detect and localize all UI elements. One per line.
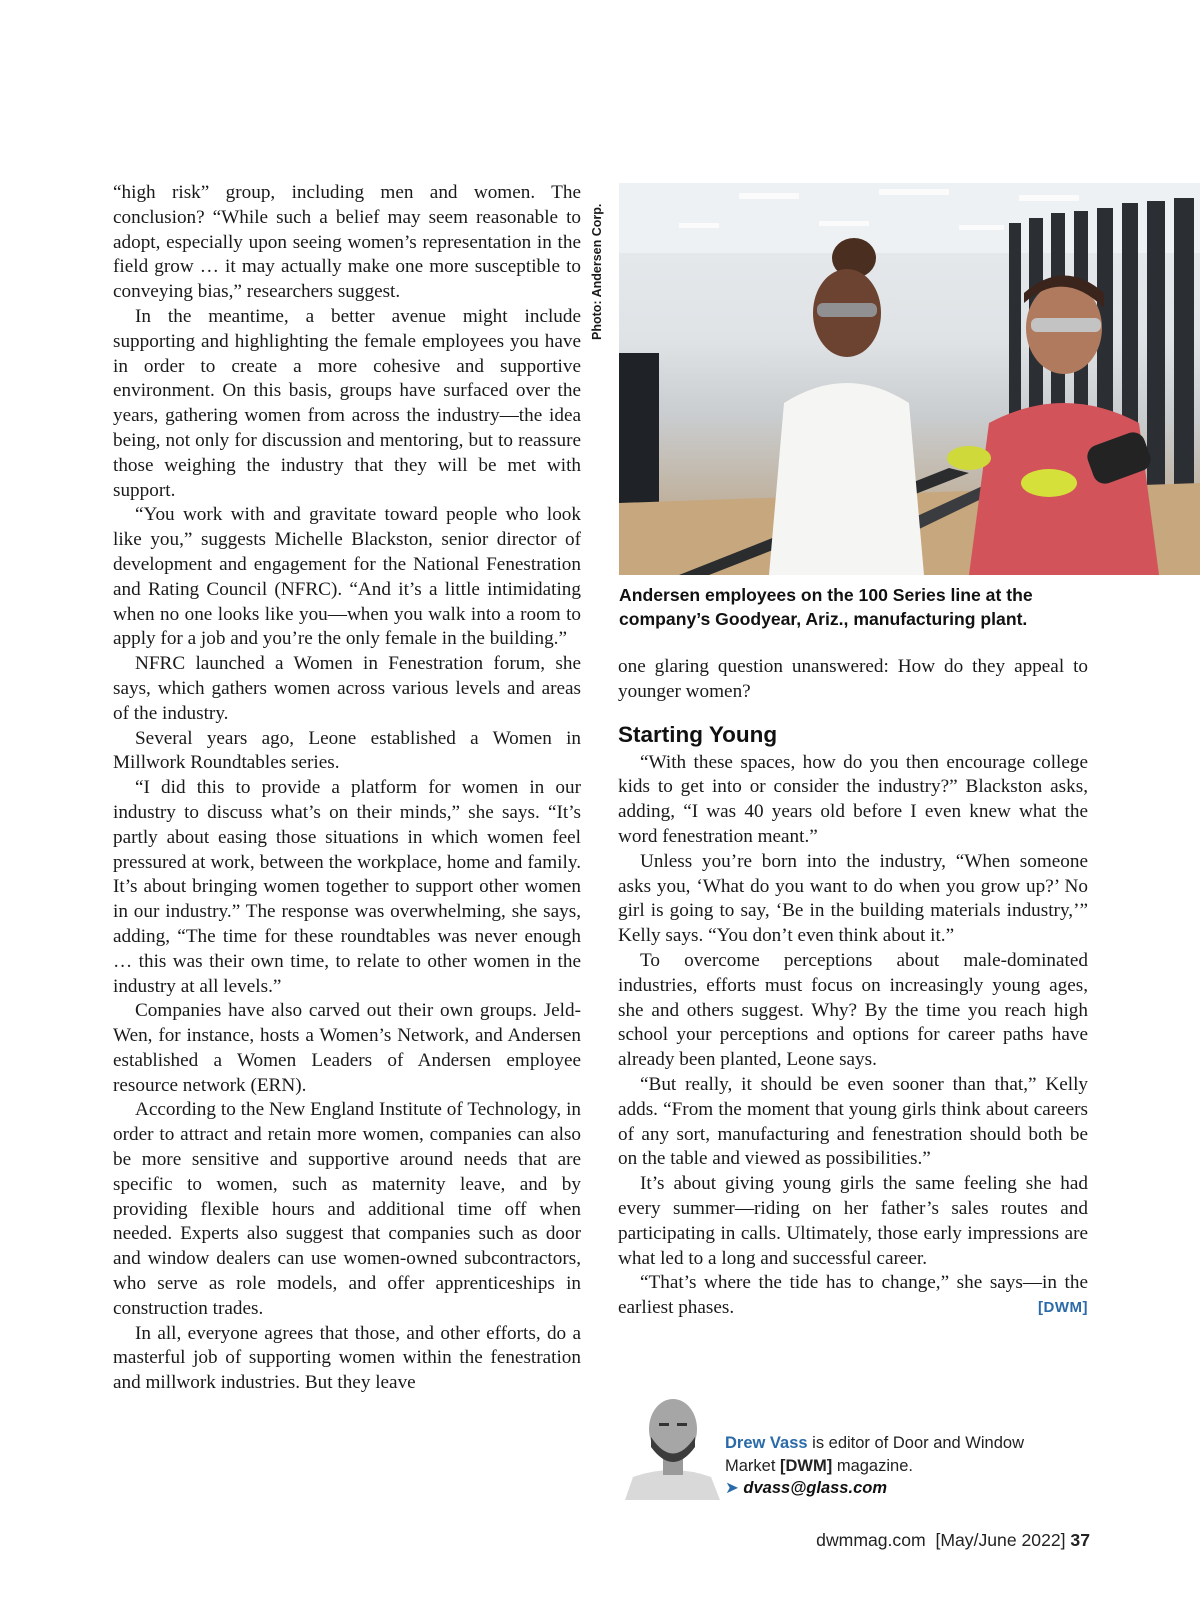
body-paragraph: one glaring question unanswered: How do they appeal to younger women? [618,656,1088,702]
author-headshot [625,1385,720,1500]
footer-site-issue: dwmmag.com [May/June 2022] [816,1530,1066,1550]
page-footer [816,1530,1090,1551]
author-name: Drew Vass [725,1434,808,1452]
author-bio-text: is editor of Door and Window Market [725,1434,1024,1475]
body-paragraph: It’s about giving young girls the same feeling she had every summer—riding on her father’s sales routes and participating in calls. Ultimately, those early impressions are what led to a long and successful career. [618,1173,1088,1269]
last-paragraph-text: “That’s where the tide has to change,” she says—in the earliest phases. [618,1272,1088,1319]
arrow-icon: ➤ [725,1479,739,1497]
body-paragraph: “With these spaces, how do you then encourage college kids to get into or consider the industry?” Blackston asks, adding, “I was 40 years old before I even knew what the word fenestration meant.” [618,751,1088,847]
photo-credit: Photo: Andersen Corp. [590,203,604,340]
body-paragraph: NFRC launched a Women in Fenestration forum, she says, which gathers women across various levels and areas of the industry. [113,653,581,724]
author-bio [625,1385,1025,1500]
photo-caption: Andersen employees on the 100 Series line at the company’s Goodyear, Ariz., manufacturing plant. [619,585,1033,629]
end-mark: [DWM] [1038,1299,1088,1317]
body-paragraph: Unless you’re born into the industry, “When someone asks you, ‘What do you want to do when you grow up?’ No girl is going to say, ‘Be in the building materials industry,’” Kelly says. “You don’t even think about it.” [618,850,1088,947]
body-paragraph: “You work with and gravitate toward people who look like you,” suggests Michelle Blackston, senior director of development and engagement for the National Fenestration and Rating Council (NFRC). “And it’s a little intimidating when no one looks like you—when you walk into a room to apply for a job and you’re the only female in the building.” [113,504,581,650]
page-number: 37 [1070,1530,1090,1550]
author-email-link[interactable]: dvass@glass.com [743,1479,887,1497]
body-paragraph: “But really, it should be even sooner than that,” Kelly adds. “From the moment that young girls think about careers of any sort, manufacturing and fenestration should both be on the table and viewed as possibilities.” [618,1073,1088,1170]
author-text [725,1432,1025,1500]
author-bio-text: magazine. [832,1456,913,1475]
author-headshot-illustration [625,1385,720,1500]
right-column [618,655,1088,1321]
section-heading: Starting Young [618,721,778,747]
body-paragraph: Several years ago, Leone established a Women in Millwork Roundtables series. [113,727,581,774]
magazine-abbrev: [DWM] [780,1456,833,1475]
body-paragraph: “I did this to provide a platform for women in our industry to discuss what’s on their minds,” she says. “It’s partly about easing those situations in which women feel pressured at work, between the workplace, home and family. It’s about bringing women together to support other women in our industry.” The response was overwhelming, she says, adding, “The time for these roundtables was never enough … this was their own time, to relate to other women in the industry at all levels.” [113,777,581,997]
body-paragraph: “high risk” group, including men and women. The conclusion? “While such a belief may seem reasonable to adopt, especially upon seeing women’s representation in the field grow … it may actually make one more susceptible to conveying bias,” researchers suggest. [113,182,581,303]
body-paragraph: In all, everyone agrees that those, and other efforts, do a masterful job of supporting women within the fenestration and millwork industries. But they leave [113,1322,581,1394]
factory-photo-illustration [619,183,1200,575]
body-paragraph: Companies have also carved out their own groups. Jeld-Wen, for instance, hosts a Women’s Network, and Andersen established a Women Leaders of Andersen employee resource network (ERN). [113,1000,581,1096]
body-paragraph: According to the New England Institute of Technology, in order to attract and retain more women, companies can also be more sensitive and supportive around needs that are specific to women, such as maternity leave, and by providing flexible hours and additional time off when needed. Experts also suggest that companies such as door and window dealers can use women-owned subcontractors, who serve as role models, and offer apprenticeships in construction trades. [113,1099,581,1319]
left-column [113,181,581,1396]
body-paragraph [618,1271,1088,1321]
factory-photo [619,183,1200,575]
body-paragraph: To overcome perceptions about male-dominated industries, efforts must focus on increasingly young ages, she and others suggest. Why? By the time you reach high school your perceptions and options for career paths have already been planted, Leone says. [618,949,1088,1071]
body-paragraph: In the meantime, a better avenue might include supporting and highlighting the female employees you have in order to create a more cohesive and supportive environment. On this basis, groups have surfaced over the years, gathering women from across the industry—the idea being, not only for discussion and mentoring, but to reassure those weighing the industry that they will be met with support. [113,305,581,501]
